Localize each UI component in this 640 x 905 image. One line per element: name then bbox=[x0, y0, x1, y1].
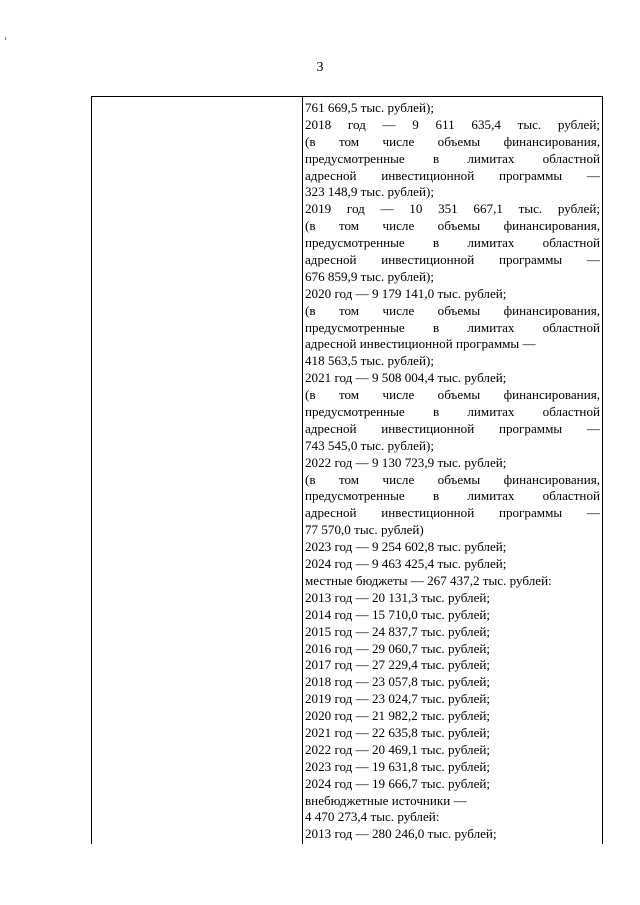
column-divider bbox=[302, 97, 303, 844]
text-line: 2021 год — 22 635,8 тыс. рублей; bbox=[305, 724, 491, 740]
page-number: 3 bbox=[316, 60, 324, 75]
text-line: (в том числе объемы финансирования, bbox=[305, 218, 600, 234]
text-line: 2019 год — 10 351 667,1 тыс. рублей; bbox=[305, 201, 600, 217]
text-line: 2017 год — 27 229,4 тыс. рублей; bbox=[305, 657, 491, 673]
financing-table bbox=[91, 96, 603, 844]
text-line: предусмотренные в лимитах областной bbox=[305, 150, 600, 166]
text-line: адресной инвестиционной программы — bbox=[305, 505, 600, 521]
text-line: 2021 год — 9 508 004,4 тыс. рублей; bbox=[305, 370, 507, 386]
text-line: (в том числе объемы финансирования, bbox=[305, 387, 600, 403]
text-line: 2014 год — 15 710,0 тыс. рублей; bbox=[305, 606, 491, 622]
text-line: внебюджетные источники — bbox=[305, 792, 467, 808]
text-line: (в том числе объемы финансирования, bbox=[305, 133, 600, 149]
text-line: 2020 год — 21 982,2 тыс. рублей; bbox=[305, 708, 491, 724]
text-line: предусмотренные в лимитах областной bbox=[305, 319, 600, 335]
text-line: 2024 год — 19 666,7 тыс. рублей; bbox=[305, 775, 491, 791]
text-line: местные бюджеты — 267 437,2 тыс. рублей: bbox=[305, 572, 552, 588]
text-line: 676 859,9 тыс. рублей); bbox=[305, 268, 434, 284]
financing-text-cell bbox=[305, 100, 600, 843]
text-line: 2013 год — 280 246,0 тыс. рублей; bbox=[305, 826, 497, 842]
text-line: 2019 год — 23 024,7 тыс. рублей; bbox=[305, 691, 491, 707]
text-line: 2023 год — 9 254 602,8 тыс. рублей; bbox=[305, 539, 507, 555]
text-line: 323 148,9 тыс. рублей); bbox=[305, 184, 434, 200]
text-line: 2023 год — 19 631,8 тыс. рублей; bbox=[305, 758, 491, 774]
text-line: предусмотренные в лимитах областной bbox=[305, 404, 600, 420]
text-line: предусмотренные в лимитах областной bbox=[305, 488, 600, 504]
text-line: 2022 год — 20 469,1 тыс. рублей; bbox=[305, 741, 491, 757]
text-line: 743 545,0 тыс. рублей); bbox=[305, 437, 434, 453]
text-line: адресной инвестиционной программы — bbox=[305, 252, 600, 268]
text-line: 77 570,0 тыс. рублей) bbox=[305, 522, 424, 538]
text-line: 2015 год — 24 837,7 тыс. рублей; bbox=[305, 623, 491, 639]
scan-mark bbox=[5, 37, 6, 40]
text-line: адресной инвестиционной программы — bbox=[305, 167, 600, 183]
text-line: 2018 год — 9 611 635,4 тыс. рублей; bbox=[305, 116, 600, 132]
text-line: предусмотренные в лимитах областной bbox=[305, 235, 600, 251]
text-line: адресной инвестиционной программы — bbox=[305, 420, 600, 436]
text-line: 2013 год — 20 131,3 тыс. рублей; bbox=[305, 589, 491, 605]
text-line: 2024 год — 9 463 425,4 тыс. рублей; bbox=[305, 556, 507, 572]
text-line: (в том числе объемы финансирования, bbox=[305, 302, 600, 318]
text-line: 2020 год — 9 179 141,0 тыс. рублей; bbox=[305, 285, 507, 301]
text-line: 2016 год — 29 060,7 тыс. рублей; bbox=[305, 640, 491, 656]
text-line: 761 669,5 тыс. рублей); bbox=[305, 100, 434, 115]
text-line: 2018 год — 23 057,8 тыс. рублей; bbox=[305, 674, 491, 690]
text-line: 4 470 273,4 тыс. рублей: bbox=[305, 809, 440, 825]
text-line: (в том числе объемы финансирования, bbox=[305, 471, 600, 487]
text-line: 418 563,5 тыс. рублей); bbox=[305, 353, 434, 369]
text-line: 2022 год — 9 130 723,9 тыс. рублей; bbox=[305, 454, 507, 470]
text-line: адресной инвестиционной программы — bbox=[305, 336, 536, 352]
